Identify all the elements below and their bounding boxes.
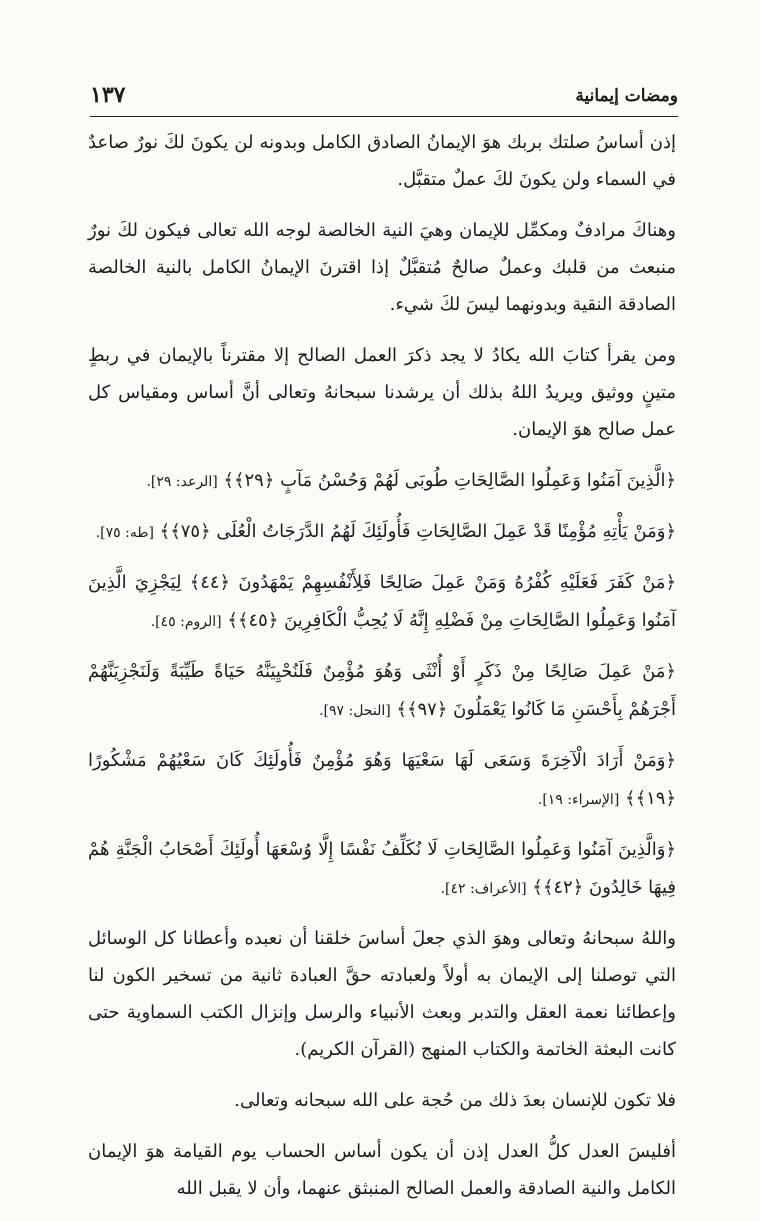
verse-reference: [الروم: ٤٥]. <box>150 614 222 630</box>
verse-reference: [النحل: ٩٧]. <box>319 703 391 719</box>
page-number: ١٣٧ <box>90 82 126 108</box>
paragraph: أفليسَ العدل كلُّ العدل إذن أن يكون أساس الحساب يوم القيامة هوَ الإيمان الكامل والنية الصادقة والعمل الصالح المنبثق عنهما، وأن لا يقبل الله <box>88 1141 676 1199</box>
paragraph: وهناكَ مرادفٌ ومكمِّل للإيمان وهيَ النية الخالصة لوجه الله تعالى فيكون لكَ نورٌ منبعث من قلبك وعملٌ صالحٌ مُتقبَّلٌ إذا اقترنَ الإيمانُ الكامل بالنية الخالصة الصادقة النقية وبدونهما ليسَ لكَ شيء. <box>88 220 676 315</box>
quran-verse <box>88 513 676 552</box>
page-header <box>90 80 678 120</box>
paragraph: إذن أساسُ صلتك بربك هوَ الإيمانُ الصادق الكامل وبدونه لن يكونَ لكَ نورٌ صاعدٌ في السماء ولن يكونَ لكَ عملٌ متقبَّل. <box>88 132 676 190</box>
verse-reference: [الإسراء: ١٩]. <box>537 792 620 808</box>
paragraph: فلا تكون للإنسان بعدَ ذلك من حُجة على الله سبحانه وتعالى. <box>234 1090 676 1111</box>
quran-verse <box>88 831 676 908</box>
page-body <box>88 124 676 1221</box>
verse-reference: [الرعد: ٢٩]. <box>146 474 218 490</box>
verse-text: ﴿وَمَنْ أَرَادَ الْآخِرَةَ وَسَعَى لَهَا سَعْيَهَا وَهُوَ مُؤْمِنٌ فَأُولَئِكَ كَانَ سَعْيُهُمْ مَشْكُورًا ﴿١٩﴾﴾ <box>88 750 676 809</box>
verse-text: ﴿وَالَّذِينَ آمَنُوا وَعَمِلُوا الصَّالِحَاتِ لَا نُكَلِّفُ نَفْسًا إِلَّا وُسْعَهَا أُولَئِكَ أَصْحَابُ الْجَنَّةِ هُمْ فِيهَا خَالِدُونَ ﴿٤٢﴾﴾ <box>88 839 676 898</box>
verse-reference: [طه: ٧٥]. <box>95 525 154 541</box>
header-rule <box>90 116 678 117</box>
verse-text: ﴿مَنْ عَمِلَ صَالِحًا مِنْ ذَكَرٍ أَوْ أُنْثَى وَهُوَ مُؤْمِنٌ فَلَنُحْيِيَنَّهُ حَيَاةً طَيِّبَةً وَلَنَجْزِيَنَّهُمْ أَجْرَهُمْ بِأَحْسَنِ مَا كَانُوا يَعْمَلُونَ ﴿٩٧﴾﴾ <box>88 661 676 720</box>
verse-reference: [الأعراف: ٤٢]. <box>440 881 527 897</box>
quran-verse <box>88 653 676 730</box>
paragraph: ومن يقرأ كتابَ الله يكادُ لا يجد ذكرَ العمل الصالح إلا مقترناً بالإيمان في ربطٍ متينٍ ووثيق ويريدُ اللهُ بذلك أن يرشدنا سبحانهُ وتعالى أنَّ أساس ومقياس كل عمل صالح هوَ الإيمان. <box>88 345 676 440</box>
quran-verse <box>88 462 676 501</box>
verse-text: ﴿الَّذِينَ آمَنُوا وَعَمِلُوا الصَّالِحَاتِ طُوبَى لَهُمْ وَحُسْنُ مَآبٍ ﴿٢٩﴾﴾ <box>223 470 676 491</box>
verse-text: ﴿مَنْ كَفَرَ فَعَلَيْهِ كُفْرُهُ وَمَنْ عَمِلَ صَالِحًا فَلِأَنْفُسِهِمْ يَمْهَدُونَ ﴿٤٤﴾ لِيَجْزِيَ الَّذِينَ آمَنُوا وَعَمِلُوا الصَّالِحَاتِ مِنْ فَضْلِهِ إِنَّهُ لَا يُحِبُّ الْكَافِرِينَ ﴿٤٥﴾﴾ <box>88 572 676 631</box>
quran-verse <box>88 742 676 819</box>
verse-text: ﴿وَمَنْ يَأْتِهِ مُؤْمِنًا قَدْ عَمِلَ الصَّالِحَاتِ فَأُولَئِكَ لَهُمُ الدَّرَجَاتُ الْعُلَى ﴿٧٥﴾﴾ <box>159 521 676 542</box>
paragraph: واللهُ سبحانهُ وتعالى وهوَ الذي جعلَ أساسَ خلقنا أن نعبده وأعطانا كل الوسائل التي توصلنا إلى الإيمان به أولاً ولعبادته حقَّ العبادة ثانية من تسخير الكون لنا وإعطائنا نعمة العقل والتدبر وبعث الأنبياء والرسل وإنزال الكتب السماوية حتى كانت البعثة الخاتمة والكتاب المنهج (القرآن الكريم). <box>88 928 676 1060</box>
running-title: ومضات إيمانية <box>575 86 678 106</box>
quran-verse <box>88 564 676 641</box>
